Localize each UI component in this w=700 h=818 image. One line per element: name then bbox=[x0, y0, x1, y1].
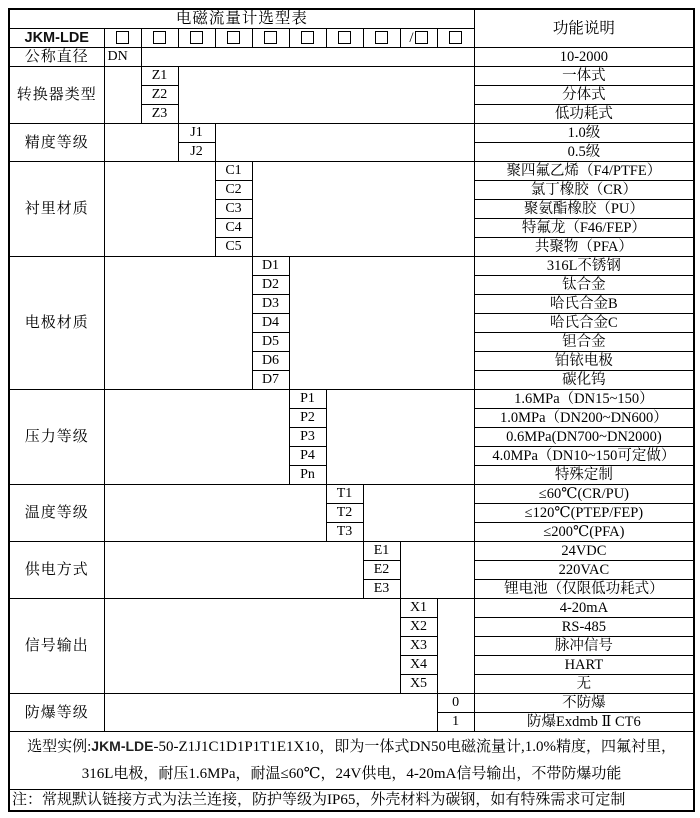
function-description-header: 功能说明 bbox=[474, 9, 694, 48]
blank-cell bbox=[178, 67, 474, 124]
desc-cell: 聚四氟乙烯（F4/PTFE） bbox=[474, 162, 694, 181]
code-cell: J2 bbox=[178, 143, 215, 162]
code-cell: D7 bbox=[252, 371, 289, 390]
group-label-liner-material: 衬里材质 bbox=[9, 162, 104, 257]
desc-cell: 碳化钨 bbox=[474, 371, 694, 390]
model-checkbox-cell bbox=[326, 29, 363, 48]
table-row bbox=[9, 162, 694, 181]
model-checkbox-cell bbox=[252, 29, 289, 48]
code-cell: D3 bbox=[252, 295, 289, 314]
checkbox-icon bbox=[227, 31, 240, 44]
table-row bbox=[9, 67, 694, 86]
example-text bbox=[9, 732, 694, 790]
code-cell: D6 bbox=[252, 352, 289, 371]
checkbox-icon bbox=[116, 31, 129, 44]
checkbox-icon bbox=[153, 31, 166, 44]
desc-cell: 220VAC bbox=[474, 561, 694, 580]
checkbox-icon bbox=[190, 31, 203, 44]
desc-cell: 1.0级 bbox=[474, 124, 694, 143]
group-label-nominal-diameter: 公称直径 bbox=[9, 48, 104, 67]
table-row bbox=[9, 542, 694, 561]
desc-cell: 1.6MPa（DN15~150） bbox=[474, 390, 694, 409]
blank-cell bbox=[104, 162, 215, 257]
code-cell: DN bbox=[104, 48, 141, 67]
group-label-explosion-proof: 防爆等级 bbox=[9, 694, 104, 732]
desc-cell: 4-20mA bbox=[474, 599, 694, 618]
checkbox-icon bbox=[301, 31, 314, 44]
desc-cell: 特氟龙（F46/FEP） bbox=[474, 219, 694, 238]
title-row bbox=[9, 9, 694, 29]
code-cell: P3 bbox=[289, 428, 326, 447]
desc-cell: 哈氏合金C bbox=[474, 314, 694, 333]
model-checkbox-cell bbox=[141, 29, 178, 48]
desc-cell: 无 bbox=[474, 675, 694, 694]
desc-cell: 一体式 bbox=[474, 67, 694, 86]
code-cell: Z1 bbox=[141, 67, 178, 86]
page-title: 电磁流量计选型表 bbox=[9, 9, 474, 29]
code-cell: Pn bbox=[289, 466, 326, 485]
desc-cell: 聚氨酯橡胶（PU） bbox=[474, 200, 694, 219]
group-label-power-supply: 供电方式 bbox=[9, 542, 104, 599]
code-cell: D2 bbox=[252, 276, 289, 295]
code-cell: P1 bbox=[289, 390, 326, 409]
code-cell: C2 bbox=[215, 181, 252, 200]
desc-cell: 防爆Exdmb Ⅱ CT6 bbox=[474, 713, 694, 732]
example-model: JKM-LDE bbox=[91, 738, 154, 754]
blank-cell bbox=[104, 694, 437, 732]
code-cell: C4 bbox=[215, 219, 252, 238]
example-prefix: 选型实例: bbox=[27, 739, 92, 755]
blank-cell bbox=[400, 542, 474, 599]
blank-cell bbox=[437, 599, 474, 694]
desc-cell: 4.0MPa（DN10~150可定做） bbox=[474, 447, 694, 466]
table-row bbox=[9, 124, 694, 143]
table-row bbox=[9, 390, 694, 409]
desc-cell: 10-2000 bbox=[474, 48, 694, 67]
model-checkbox-cell bbox=[437, 29, 474, 48]
blank-cell bbox=[141, 48, 474, 67]
group-label-accuracy-class: 精度等级 bbox=[9, 124, 104, 162]
desc-cell: 不防爆 bbox=[474, 694, 694, 713]
table-row bbox=[9, 694, 694, 713]
code-cell: T1 bbox=[326, 485, 363, 504]
code-cell: C5 bbox=[215, 238, 252, 257]
desc-cell: 0.6MPa(DN700~DN2000) bbox=[474, 428, 694, 447]
checkbox-icon bbox=[264, 31, 277, 44]
code-cell: T3 bbox=[326, 523, 363, 542]
code-cell: 1 bbox=[437, 713, 474, 732]
code-cell: D1 bbox=[252, 257, 289, 276]
code-cell: X1 bbox=[400, 599, 437, 618]
code-cell: P2 bbox=[289, 409, 326, 428]
blank-cell bbox=[252, 162, 474, 257]
code-cell: Z2 bbox=[141, 86, 178, 105]
note-text: 注：常规默认链接方式为法兰连接，防护等级为IP65，外壳材料为碳钢，如有特殊需求可定制 bbox=[9, 790, 694, 811]
code-cell: D5 bbox=[252, 333, 289, 352]
model-checkbox-cell-slash bbox=[400, 29, 437, 48]
desc-cell: HART bbox=[474, 656, 694, 675]
desc-cell: ≤120℃(PTEP/FEP) bbox=[474, 504, 694, 523]
note-row bbox=[9, 790, 694, 811]
desc-cell: 钛合金 bbox=[474, 276, 694, 295]
desc-cell: 脉冲信号 bbox=[474, 637, 694, 656]
blank-cell bbox=[104, 599, 400, 694]
code-cell: 0 bbox=[437, 694, 474, 713]
desc-cell: 分体式 bbox=[474, 86, 694, 105]
table-row bbox=[9, 485, 694, 504]
desc-cell: 哈氏合金B bbox=[474, 295, 694, 314]
code-cell: X2 bbox=[400, 618, 437, 637]
desc-cell: 铂铱电极 bbox=[474, 352, 694, 371]
desc-cell: 锂电池（仅限低功耗式） bbox=[474, 580, 694, 599]
code-cell: P4 bbox=[289, 447, 326, 466]
desc-cell: 钽合金 bbox=[474, 333, 694, 352]
model-checkbox-cell bbox=[363, 29, 400, 48]
group-label-electrode-material: 电极材质 bbox=[9, 257, 104, 390]
blank-cell bbox=[289, 257, 474, 390]
desc-cell: 特殊定制 bbox=[474, 466, 694, 485]
checkbox-icon bbox=[449, 31, 462, 44]
desc-cell: 316L不锈钢 bbox=[474, 257, 694, 276]
example-row bbox=[9, 732, 694, 790]
blank-cell bbox=[363, 485, 474, 542]
group-label-pressure-rating: 压力等级 bbox=[9, 390, 104, 485]
code-cell: T2 bbox=[326, 504, 363, 523]
desc-cell: ≤200℃(PFA) bbox=[474, 523, 694, 542]
example-description: -50-Z1J1C1D1P1T1E1X10，即为一体式DN50电磁流量计,1.0%精度，四氟衬里，316L电极，耐压1.6MPa，耐温≤60℃，24V供电，4-20mA信号输出，不带防爆功能 bbox=[81, 739, 677, 782]
blank-cell bbox=[104, 542, 363, 599]
code-cell: E3 bbox=[363, 580, 400, 599]
group-label-converter-type: 转换器类型 bbox=[9, 67, 104, 124]
code-cell: C1 bbox=[215, 162, 252, 181]
group-label-signal-output: 信号输出 bbox=[9, 599, 104, 694]
checkbox-icon bbox=[375, 31, 388, 44]
desc-cell: 24VDC bbox=[474, 542, 694, 561]
checkbox-icon bbox=[415, 31, 428, 44]
code-cell: E2 bbox=[363, 561, 400, 580]
model-checkbox-cell bbox=[289, 29, 326, 48]
blank-cell bbox=[326, 390, 474, 485]
desc-cell: 共聚物（PFA） bbox=[474, 238, 694, 257]
blank-cell bbox=[104, 124, 178, 162]
model-checkbox-cell bbox=[104, 29, 141, 48]
model-prefix: JKM-LDE bbox=[9, 29, 104, 48]
group-label-temperature-rating: 温度等级 bbox=[9, 485, 104, 542]
code-cell: J1 bbox=[178, 124, 215, 143]
desc-cell: ≤60℃(CR/PU) bbox=[474, 485, 694, 504]
blank-cell bbox=[104, 257, 252, 390]
code-cell: X4 bbox=[400, 656, 437, 675]
desc-cell: 1.0MPa（DN200~DN600） bbox=[474, 409, 694, 428]
table-row bbox=[9, 599, 694, 618]
desc-cell: RS-485 bbox=[474, 618, 694, 637]
blank-cell bbox=[215, 124, 474, 162]
blank-cell bbox=[104, 67, 141, 124]
slash-separator: / bbox=[409, 30, 414, 46]
code-cell: C3 bbox=[215, 200, 252, 219]
blank-cell bbox=[104, 390, 289, 485]
code-cell: D4 bbox=[252, 314, 289, 333]
code-cell: X3 bbox=[400, 637, 437, 656]
code-cell: Z3 bbox=[141, 105, 178, 124]
model-checkbox-cell bbox=[215, 29, 252, 48]
code-cell: X5 bbox=[400, 675, 437, 694]
desc-cell: 0.5级 bbox=[474, 143, 694, 162]
selection-table bbox=[8, 8, 695, 812]
blank-cell bbox=[104, 485, 326, 542]
desc-cell: 氯丁橡胶（CR） bbox=[474, 181, 694, 200]
table-row bbox=[9, 257, 694, 276]
code-cell: E1 bbox=[363, 542, 400, 561]
model-checkbox-cell bbox=[178, 29, 215, 48]
checkbox-icon bbox=[338, 31, 351, 44]
table-row bbox=[9, 48, 694, 67]
desc-cell: 低功耗式 bbox=[474, 105, 694, 124]
